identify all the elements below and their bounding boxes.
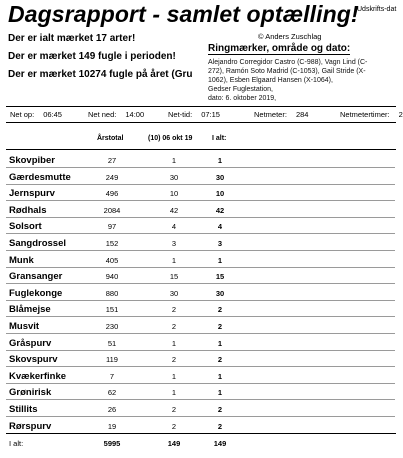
table-row [0, 268, 401, 284]
total-day: 149 [167, 439, 181, 448]
table-row [0, 418, 401, 434]
net-op-stat [10, 110, 62, 119]
netmetertimer-stat [340, 110, 403, 119]
total-cell: 2 [217, 355, 223, 365]
species-name: Gråspurv [9, 337, 52, 349]
species-count-summary: Der er ialt mærket 17 arter! [8, 33, 136, 44]
total-cell: 1 [217, 388, 223, 398]
day-count-cell: 30 [169, 288, 179, 298]
period-count-summary: Der er mærket 149 fugle i perioden! [8, 51, 176, 62]
species-name: Blåmejse [9, 304, 51, 316]
table-row [0, 401, 401, 417]
species-name: Rødhals [9, 204, 47, 216]
total-cell: 1 [217, 255, 223, 265]
day-count-cell: 2 [171, 405, 177, 414]
year-total-cell: 230 [105, 322, 119, 331]
table-row [0, 218, 401, 234]
day-count-cell: 2 [171, 421, 177, 431]
day-count-cell: 3 [171, 239, 177, 248]
ringers-list [208, 58, 396, 103]
net-tid-value: 07:15 [201, 110, 220, 119]
total-cell: 30 [215, 172, 225, 182]
year-total-cell: 119 [106, 355, 118, 365]
day-count-cell: 2 [171, 355, 177, 365]
year-total-cell: 7 [109, 371, 115, 381]
total-cell: 2 [217, 305, 223, 315]
day-count-cell: 2 [171, 305, 177, 315]
netmeter-label: Netmeter: [254, 110, 287, 119]
table-row [0, 235, 401, 251]
netmetertimer-label: Netmetertimer: [340, 110, 390, 119]
year-total-cell: 27 [107, 156, 117, 165]
total-cell: 1 [217, 338, 223, 348]
divider-header [6, 149, 396, 150]
table-row [0, 351, 401, 367]
table-row [0, 301, 401, 317]
species-name: Musvit [9, 321, 40, 332]
table-row [0, 152, 401, 168]
table-row [0, 368, 401, 384]
species-name: Jernspurv [9, 188, 55, 200]
day-count-cell: 1 [171, 388, 177, 398]
species-name: Skovpiber [9, 155, 55, 166]
copyright-notice: © Anders Zuschlag [258, 32, 322, 41]
species-name: Gransanger [9, 271, 63, 283]
net-ned-value: 14:00 [125, 110, 145, 119]
table-row [0, 185, 401, 201]
year-total-cell: 496 [105, 189, 119, 199]
header-year-total: Årstotal [97, 135, 124, 142]
table-row [0, 202, 401, 218]
species-name: Stillits [9, 404, 38, 415]
year-total-cell: 151 [105, 305, 119, 315]
total-cell: 1 [217, 156, 223, 165]
year-total-cell: 249 [105, 172, 119, 182]
header-day-count: (10) 06 okt 19 [148, 135, 193, 142]
year-total-cell: 405 [105, 255, 119, 265]
print-date-label: Udskrifts-dat [357, 6, 397, 13]
divider-top [6, 106, 396, 107]
total-cell: 2 [217, 322, 223, 331]
day-count-cell: 1 [171, 156, 177, 165]
year-count-summary: Der er mærket 10274 fugle på året (Gru [8, 69, 193, 80]
total-year: 5995 [103, 439, 121, 448]
ringers-line: 272), Ramón Soto Madrid (C-1053), Gail Stride (X- [208, 68, 366, 75]
species-name: Skovspurv [9, 354, 58, 366]
day-count-cell: 4 [171, 222, 177, 232]
net-op-value: 06:45 [43, 110, 62, 119]
day-count-cell: 30 [169, 172, 179, 182]
net-tid-label: Net-tid: [168, 110, 193, 119]
net-op-label: Net op: [10, 110, 35, 119]
year-total-cell: 940 [105, 272, 119, 282]
table-row [0, 285, 401, 301]
day-count-cell: 2 [171, 322, 177, 331]
year-total-cell: 19 [107, 421, 117, 431]
total-all: 149 [213, 439, 227, 448]
ringers-heading: Ringmærker, område og dato: [208, 43, 351, 54]
species-name: Fuglekonge [9, 287, 63, 299]
day-count-cell: 1 [171, 371, 177, 381]
net-tid-stat [168, 110, 220, 119]
netmeter-value: 284 [295, 110, 309, 119]
divider-total [6, 433, 396, 434]
ringers-line: dato: 6. oktober 2019, [208, 95, 277, 102]
year-total-cell: 2084 [103, 205, 121, 215]
ringers-line: Gedser Fuglestation, [208, 86, 273, 93]
species-name: Sangdrossel [9, 238, 67, 249]
total-row [0, 436, 401, 450]
total-label: I alt: [9, 439, 24, 448]
day-count-cell: 1 [171, 338, 177, 348]
table-row [0, 318, 401, 334]
species-name: Kvækerfinke [9, 370, 67, 382]
total-cell: 4 [217, 222, 223, 232]
species-name: Rørspurv [9, 420, 52, 432]
year-total-cell: 97 [107, 222, 117, 232]
net-ned-stat [88, 110, 144, 119]
total-cell: 2 [217, 405, 223, 414]
divider-stats [6, 122, 396, 123]
report-title: Dagsrapport - samlet optælling! [8, 1, 359, 27]
netmetertimer-value: 2 [398, 110, 403, 119]
total-cell: 30 [215, 288, 225, 298]
year-total-cell: 26 [107, 405, 117, 414]
day-count-cell: 1 [171, 255, 177, 265]
day-count-cell: 42 [169, 205, 179, 215]
total-cell: 10 [215, 189, 225, 199]
ringers-line: 1062), Esben Elgaard Hansen (X-1064), [208, 77, 333, 84]
year-total-cell: 62 [107, 388, 117, 398]
header-total: I alt: [212, 135, 227, 142]
day-count-cell: 15 [169, 272, 179, 282]
total-cell: 42 [215, 205, 225, 215]
total-cell: 1 [217, 371, 223, 381]
species-name: Grønirisk [9, 387, 52, 399]
total-cell: 15 [215, 272, 225, 282]
species-name: Gærdesmutte [9, 171, 71, 183]
table-row [0, 252, 401, 268]
table-row [0, 169, 401, 185]
table-row [0, 335, 401, 351]
year-total-cell: 880 [105, 288, 119, 298]
total-cell: 2 [217, 421, 223, 431]
year-total-cell: 152 [105, 239, 119, 248]
net-ned-label: Net ned: [88, 110, 117, 119]
table-row [0, 384, 401, 400]
species-name: Solsort [9, 221, 42, 233]
day-count-cell: 10 [169, 189, 179, 199]
ringers-line: Alejandro Corregidor Castro (C-988), Vagn Lind (C- [208, 59, 368, 66]
species-name: Munk [9, 254, 34, 266]
total-cell: 3 [217, 239, 223, 248]
netmeter-stat [254, 110, 308, 119]
year-total-cell: 51 [107, 338, 117, 348]
